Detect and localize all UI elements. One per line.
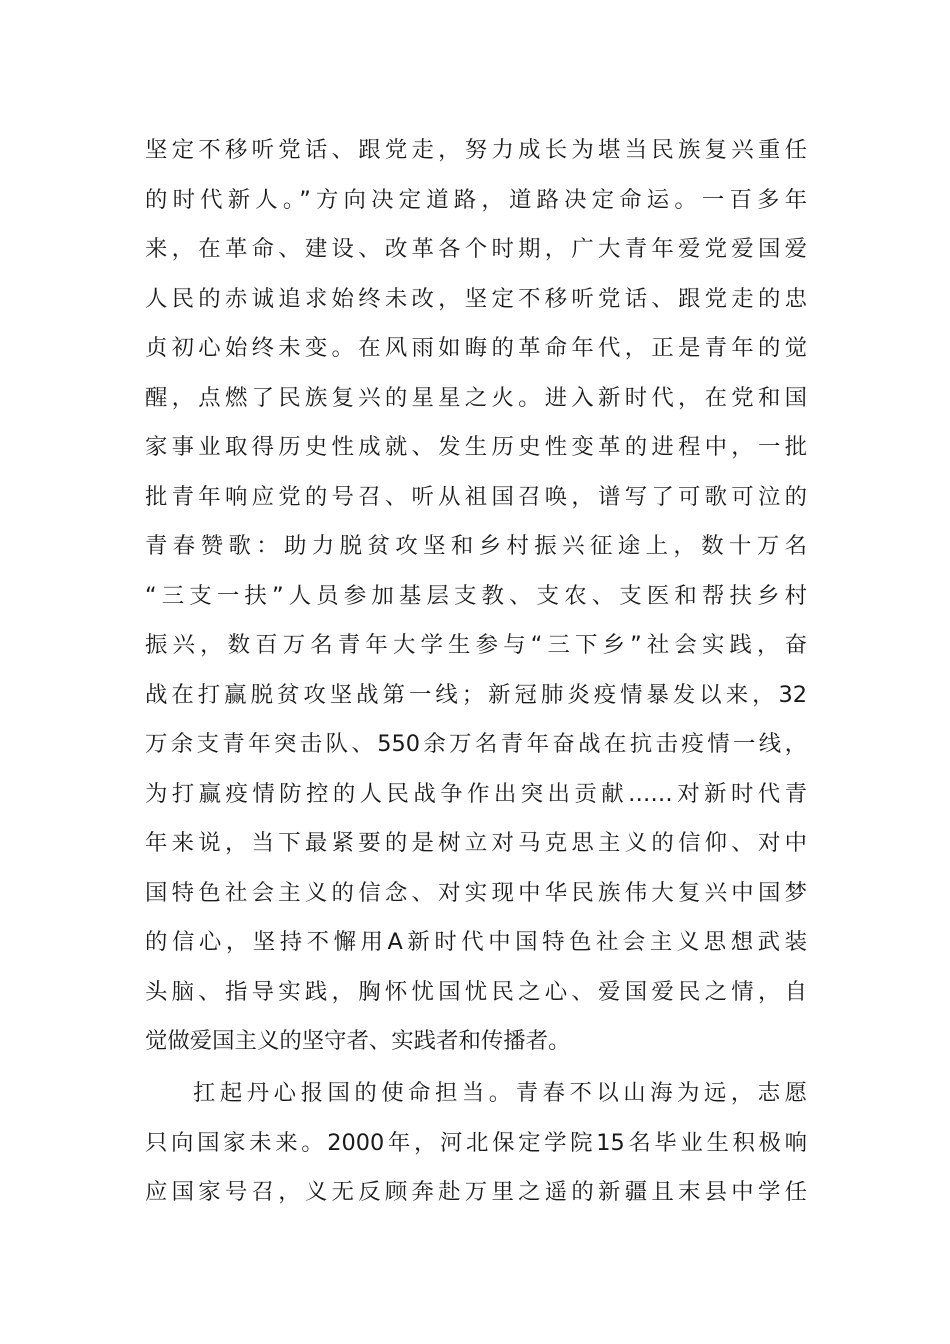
paragraph-line: 振兴，数百万名青年大学生参与“三下乡”社会实践，奋: [145, 632, 807, 658]
paragraph-line: 批青年响应党的号召、听从祖国召唤，谱写了可歌可泣的: [145, 483, 807, 510]
paragraph-line: 青春赞歌：助力脱贫攻坚和乡村振兴征途上，数十万名: [145, 533, 807, 559]
paragraph-line: 头脑、指导实践，胸怀忧国忧民之心、爱国爱民之情，自: [145, 978, 807, 1005]
paragraph-line: 的时代新人。”方向决定道路，道路决定命运。一百多年: [145, 186, 807, 213]
paragraph-line: 家事业取得历史性成就、发生历史性变革的进程中，一批: [145, 434, 807, 460]
paragraph-line: 只向国家未来。2000年，河北保定学院15名毕业生积极响: [145, 1129, 807, 1156]
paragraph-line: 战在打赢脱贫攻坚战第一线；新冠肺炎疫情暴发以来，32: [145, 681, 807, 708]
paragraph-line: 万余支青年突击队、550余万名青年奋战在抗击疫情一线，: [145, 731, 807, 757]
paragraph-line: 扛起丹心报国的使命担当。青春不以山海为远，志愿: [193, 1080, 807, 1106]
paragraph-line: 坚定不移听党话、跟党走，努力成长为堪当民族复兴重任: [145, 137, 807, 163]
paragraph-line: 应国家号召，义无反顾奔赴万里之遥的新疆且末县中学任: [145, 1179, 807, 1205]
paragraph-line: 为打赢疫情防控的人民战争作出突出贡献……对新时代青: [145, 780, 807, 807]
body-paragraph: [145, 1069, 807, 1218]
paragraph-line: 来，在革命、建设、改革各个时期，广大青年爱党爱国爱: [145, 236, 807, 262]
paragraph-line: 贞初心始终未变。在风雨如晦的革命年代，正是青年的觉: [145, 335, 807, 361]
paragraph-line: 的信心，坚持不懈用A新时代中国特色社会主义思想武装: [145, 929, 807, 955]
paragraph-line: 人民的赤诚追求始终未改，坚定不移听党话、跟党走的忠: [145, 285, 807, 312]
paragraph-line: 醒，点燃了民族复兴的星星之火。进入新时代，在党和国: [145, 384, 807, 411]
paragraph-line: 觉做爱国主义的坚守者、实践者和传播者。: [145, 1028, 571, 1054]
paragraph-line: 国特色社会主义的信念、对实现中华民族伟大复兴中国梦: [145, 879, 807, 906]
body-paragraph: [145, 126, 807, 1067]
paragraph-line: “三支一扶”人员参加基层支教、支农、支医和帮扶乡村: [145, 582, 807, 609]
paragraph-line: 年来说，当下最紧要的是树立对马克思主义的信仰、对中: [145, 830, 807, 856]
